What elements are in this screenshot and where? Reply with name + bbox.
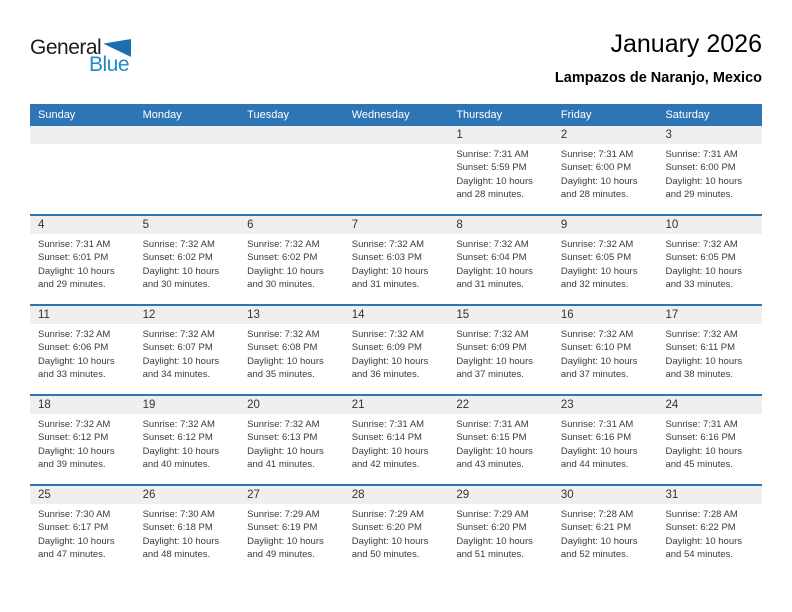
day-cell-details — [657, 414, 762, 472]
detail-line: Sunset: 6:07 PM — [142, 342, 213, 354]
detail-line: Daylight: 10 hours — [456, 265, 533, 277]
detail-line: Sunset: 6:14 PM — [351, 432, 422, 444]
week-row — [30, 214, 762, 304]
day-number: 26 — [142, 489, 156, 501]
detail-line: Daylight: 10 hours — [665, 175, 743, 187]
detail-line: Sunrise: 7:32 AM — [665, 329, 738, 340]
weekday-header-row — [30, 104, 762, 126]
detail-line: Sunset: 5:59 PM — [456, 162, 527, 174]
day-cell-details — [448, 324, 553, 382]
calendar — [30, 104, 762, 574]
detail-line: Daylight: 10 hours — [142, 265, 220, 277]
weekday-header-thursday: Thursday — [456, 109, 503, 121]
detail-line: and 31 minutes. — [351, 279, 420, 291]
detail-line: Daylight: 10 hours — [665, 535, 743, 547]
detail-line: Sunrise: 7:32 AM — [560, 239, 634, 250]
day-cell-details — [553, 324, 658, 382]
day-number: 6 — [247, 219, 254, 231]
day-cell-details — [657, 324, 762, 382]
detail-line: Sunrise: 7:32 AM — [142, 419, 215, 430]
day-cell-details — [239, 414, 344, 472]
day-cell-details — [553, 234, 658, 292]
detail-line: and 43 minutes. — [456, 459, 524, 471]
day-cell-details — [344, 414, 449, 472]
weekday-header-monday: Monday — [142, 109, 182, 121]
day-number: 2 — [560, 129, 568, 141]
general-blue-logo — [30, 36, 131, 77]
page-subtitle: Lampazos de Naranjo, Mexico — [554, 70, 762, 86]
detail-line: Daylight: 10 hours — [38, 355, 115, 367]
detail-line: Sunset: 6:11 PM — [665, 342, 735, 354]
detail-line: Sunset: 6:20 PM — [351, 522, 422, 534]
day-cell-details — [344, 504, 449, 562]
detail-line: Sunset: 6:04 PM — [456, 252, 527, 264]
detail-line: and 44 minutes. — [560, 459, 629, 471]
day-number: 1 — [456, 129, 463, 141]
detail-line: and 54 minutes. — [665, 549, 734, 561]
empty-day-number — [344, 126, 449, 144]
detail-line: Sunset: 6:06 PM — [38, 342, 109, 354]
day-number-band — [30, 396, 762, 414]
detail-line: Sunrise: 7:31 AM — [456, 419, 529, 430]
detail-line: Sunset: 6:15 PM — [456, 432, 527, 444]
detail-line: Daylight: 10 hours — [456, 445, 533, 457]
day-number: 3 — [665, 129, 672, 141]
detail-line: Sunrise: 7:28 AM — [665, 509, 738, 520]
weekday-header-saturday: Saturday — [665, 109, 710, 121]
detail-line: and 51 minutes. — [456, 549, 524, 561]
day-number: 10 — [665, 219, 679, 231]
day-cell-details — [30, 324, 135, 382]
detail-line: Daylight: 10 hours — [38, 445, 115, 457]
detail-line: and 37 minutes. — [560, 369, 629, 381]
detail-line: Sunset: 6:05 PM — [560, 252, 632, 264]
detail-line: Sunrise: 7:31 AM — [351, 419, 425, 430]
detail-line: and 52 minutes. — [560, 549, 629, 561]
day-number: 24 — [665, 399, 679, 411]
day-number-band — [30, 306, 762, 324]
detail-line: Sunrise: 7:28 AM — [560, 509, 634, 520]
detail-line: Daylight: 10 hours — [665, 445, 743, 457]
detail-line: Daylight: 10 hours — [560, 355, 638, 367]
detail-line: Sunrise: 7:32 AM — [247, 419, 320, 430]
detail-line: and 49 minutes. — [247, 549, 315, 561]
detail-line: Daylight: 10 hours — [560, 175, 638, 187]
detail-line: and 31 minutes. — [456, 279, 524, 291]
day-number: 28 — [351, 489, 365, 501]
weekday-header-sunday: Sunday — [38, 109, 76, 121]
detail-line: and 39 minutes. — [38, 459, 106, 471]
detail-line: Sunrise: 7:31 AM — [456, 149, 529, 160]
detail-line: and 33 minutes. — [665, 279, 734, 291]
day-number-band — [30, 216, 762, 234]
detail-line: Daylight: 10 hours — [456, 535, 533, 547]
logo-text-blue: Blue — [89, 53, 130, 76]
detail-line: Sunrise: 7:31 AM — [560, 149, 634, 160]
logo-text-general: General — [30, 36, 102, 59]
detail-line: Daylight: 10 hours — [142, 355, 220, 367]
detail-line: Sunset: 6:00 PM — [560, 162, 632, 174]
detail-line: Sunrise: 7:31 AM — [38, 239, 111, 250]
day-cell-details — [553, 414, 658, 472]
day-number: 15 — [456, 309, 470, 321]
day-cell-details — [239, 324, 344, 382]
detail-line: Daylight: 10 hours — [142, 445, 220, 457]
detail-line: Sunrise: 7:32 AM — [142, 329, 215, 340]
detail-line: Sunset: 6:02 PM — [142, 252, 213, 264]
detail-line: Daylight: 10 hours — [351, 265, 429, 277]
day-number: 9 — [560, 219, 568, 231]
detail-line: Sunrise: 7:32 AM — [351, 239, 425, 250]
day-cell-details — [135, 234, 240, 292]
day-cell-details — [239, 234, 344, 292]
detail-line: Daylight: 10 hours — [38, 535, 115, 547]
day-details-row — [30, 414, 762, 472]
detail-line: Sunrise: 7:32 AM — [247, 239, 320, 250]
day-number: 30 — [560, 489, 574, 501]
detail-line: Daylight: 10 hours — [247, 355, 324, 367]
day-number: 22 — [456, 399, 470, 411]
detail-line: Sunset: 6:22 PM — [665, 522, 736, 534]
calendar-body — [30, 126, 762, 574]
detail-line: Sunset: 6:13 PM — [247, 432, 318, 444]
day-cell-details — [135, 504, 240, 562]
day-number: 4 — [38, 219, 45, 231]
day-cell-details — [239, 504, 344, 562]
detail-line: Daylight: 10 hours — [560, 265, 638, 277]
day-number: 18 — [38, 399, 51, 411]
week-row — [30, 394, 762, 484]
day-number: 13 — [247, 309, 260, 321]
weekday-header-wednesday: Wednesday — [351, 109, 410, 121]
weekday-header-friday: Friday — [560, 109, 592, 121]
detail-line: Daylight: 10 hours — [351, 445, 429, 457]
day-cell-details — [553, 504, 658, 562]
detail-line: Sunrise: 7:32 AM — [665, 239, 738, 250]
detail-line: Daylight: 10 hours — [142, 535, 220, 547]
detail-line: and 32 minutes. — [560, 279, 629, 291]
detail-line: Sunrise: 7:32 AM — [142, 239, 215, 250]
detail-line: Sunrise: 7:32 AM — [247, 329, 320, 340]
detail-line: and 37 minutes. — [456, 369, 524, 381]
detail-line: Sunset: 6:12 PM — [38, 432, 109, 444]
detail-line: Sunset: 6:03 PM — [351, 252, 422, 264]
detail-line: Sunset: 6:01 PM — [38, 252, 109, 264]
detail-line: Sunset: 6:16 PM — [665, 432, 736, 444]
detail-line: Sunrise: 7:31 AM — [665, 149, 738, 160]
detail-line: Sunrise: 7:32 AM — [456, 329, 529, 340]
detail-line: Daylight: 10 hours — [247, 535, 324, 547]
day-number: 17 — [665, 309, 679, 321]
day-cell-details — [344, 324, 449, 382]
empty-day-cell — [30, 144, 135, 202]
day-number: 19 — [142, 399, 156, 411]
page-title: January 2026 — [610, 30, 762, 58]
day-cell-details — [30, 414, 135, 472]
day-number: 14 — [351, 309, 365, 321]
day-cell-details — [657, 234, 762, 292]
day-number-band — [30, 486, 762, 504]
detail-line: Sunrise: 7:32 AM — [560, 329, 634, 340]
day-cell-details — [344, 234, 449, 292]
detail-line: Daylight: 10 hours — [665, 355, 743, 367]
detail-line: and 28 minutes. — [560, 189, 629, 201]
day-cell-details — [135, 324, 240, 382]
detail-line: Sunset: 6:00 PM — [665, 162, 736, 174]
day-number: 7 — [351, 219, 359, 231]
empty-day-number — [30, 126, 135, 144]
detail-line: Daylight: 10 hours — [351, 535, 429, 547]
detail-line: Daylight: 10 hours — [665, 265, 743, 277]
day-number: 12 — [142, 309, 156, 321]
detail-line: Sunset: 6:09 PM — [456, 342, 527, 354]
detail-line: Daylight: 10 hours — [560, 445, 638, 457]
day-number-band — [30, 126, 762, 144]
detail-line: and 36 minutes. — [351, 369, 420, 381]
day-details-row — [30, 144, 762, 202]
detail-line: Sunset: 6:20 PM — [456, 522, 527, 534]
detail-line: Daylight: 10 hours — [351, 355, 429, 367]
day-details-row — [30, 234, 762, 292]
day-cell-details — [448, 234, 553, 292]
day-cell-details — [135, 414, 240, 472]
empty-day-cell — [344, 144, 449, 202]
detail-line: and 50 minutes. — [351, 549, 420, 561]
week-row — [30, 304, 762, 394]
detail-line: and 48 minutes. — [142, 549, 211, 561]
detail-line: Sunset: 6:17 PM — [38, 522, 109, 534]
detail-line: Sunset: 6:09 PM — [351, 342, 422, 354]
detail-line: Sunset: 6:02 PM — [247, 252, 318, 264]
detail-line: and 29 minutes. — [665, 189, 734, 201]
day-number: 21 — [351, 399, 365, 411]
day-number: 11 — [38, 309, 50, 321]
day-cell-details — [448, 414, 553, 472]
day-number: 25 — [38, 489, 51, 501]
day-number: 31 — [665, 489, 679, 501]
day-cell-details — [657, 504, 762, 562]
detail-line: Sunrise: 7:29 AM — [456, 509, 529, 520]
detail-line: and 30 minutes. — [247, 279, 315, 291]
day-cell-details — [448, 504, 553, 562]
detail-line: and 34 minutes. — [142, 369, 211, 381]
detail-line: Sunrise: 7:32 AM — [351, 329, 425, 340]
detail-line: and 45 minutes. — [665, 459, 734, 471]
detail-line: and 40 minutes. — [142, 459, 211, 471]
detail-line: Sunrise: 7:31 AM — [560, 419, 634, 430]
detail-line: Sunrise: 7:32 AM — [38, 329, 111, 340]
detail-line: Daylight: 10 hours — [247, 445, 324, 457]
empty-day-cell — [239, 144, 344, 202]
day-cell-details — [553, 144, 658, 202]
detail-line: Daylight: 10 hours — [456, 175, 533, 187]
weekday-header-tuesday: Tuesday — [247, 109, 289, 121]
detail-line: Sunrise: 7:31 AM — [665, 419, 738, 430]
detail-line: and 30 minutes. — [142, 279, 211, 291]
detail-line: Sunset: 6:19 PM — [247, 522, 318, 534]
day-cell-details — [30, 504, 135, 562]
detail-line: Sunrise: 7:29 AM — [247, 509, 320, 520]
empty-day-number — [239, 126, 344, 144]
detail-line: Sunrise: 7:32 AM — [38, 419, 111, 430]
detail-line: and 47 minutes. — [38, 549, 106, 561]
detail-line: Sunset: 6:12 PM — [142, 432, 213, 444]
detail-line: Sunrise: 7:29 AM — [351, 509, 425, 520]
detail-line: Sunset: 6:18 PM — [142, 522, 213, 534]
detail-line: and 35 minutes. — [247, 369, 315, 381]
detail-line: and 29 minutes. — [38, 279, 106, 291]
day-number: 23 — [560, 399, 574, 411]
detail-line: Sunrise: 7:32 AM — [456, 239, 529, 250]
day-number: 8 — [456, 219, 463, 231]
detail-line: Sunset: 6:08 PM — [247, 342, 318, 354]
day-details-row — [30, 504, 762, 562]
day-number: 29 — [456, 489, 470, 501]
day-number: 20 — [247, 399, 260, 411]
header-titles — [555, 30, 762, 86]
detail-line: Sunset: 6:16 PM — [560, 432, 632, 444]
detail-line: Sunrise: 7:30 AM — [142, 509, 215, 520]
detail-line: Sunset: 6:05 PM — [665, 252, 736, 264]
day-cell-details — [30, 234, 135, 292]
detail-line: Daylight: 10 hours — [560, 535, 638, 547]
detail-line: and 42 minutes. — [351, 459, 420, 471]
day-number: 16 — [560, 309, 574, 321]
detail-line: and 38 minutes. — [665, 369, 734, 381]
detail-line: and 28 minutes. — [456, 189, 524, 201]
detail-line: Daylight: 10 hours — [38, 265, 115, 277]
detail-line: Sunset: 6:21 PM — [560, 522, 632, 534]
detail-line: Sunrise: 7:30 AM — [38, 509, 111, 520]
day-details-row — [30, 324, 762, 382]
detail-line: and 33 minutes. — [38, 369, 106, 381]
detail-line: Daylight: 10 hours — [456, 355, 533, 367]
day-number: 5 — [142, 219, 149, 231]
detail-line: and 41 minutes. — [247, 459, 315, 471]
empty-day-cell — [135, 144, 240, 202]
day-number: 27 — [247, 489, 260, 501]
day-cell-details — [657, 144, 762, 202]
day-cell-details — [448, 144, 553, 202]
detail-line: Daylight: 10 hours — [247, 265, 324, 277]
week-row — [30, 484, 762, 574]
detail-line: Sunset: 6:10 PM — [560, 342, 632, 354]
empty-day-number — [135, 126, 240, 144]
week-row — [30, 126, 762, 214]
